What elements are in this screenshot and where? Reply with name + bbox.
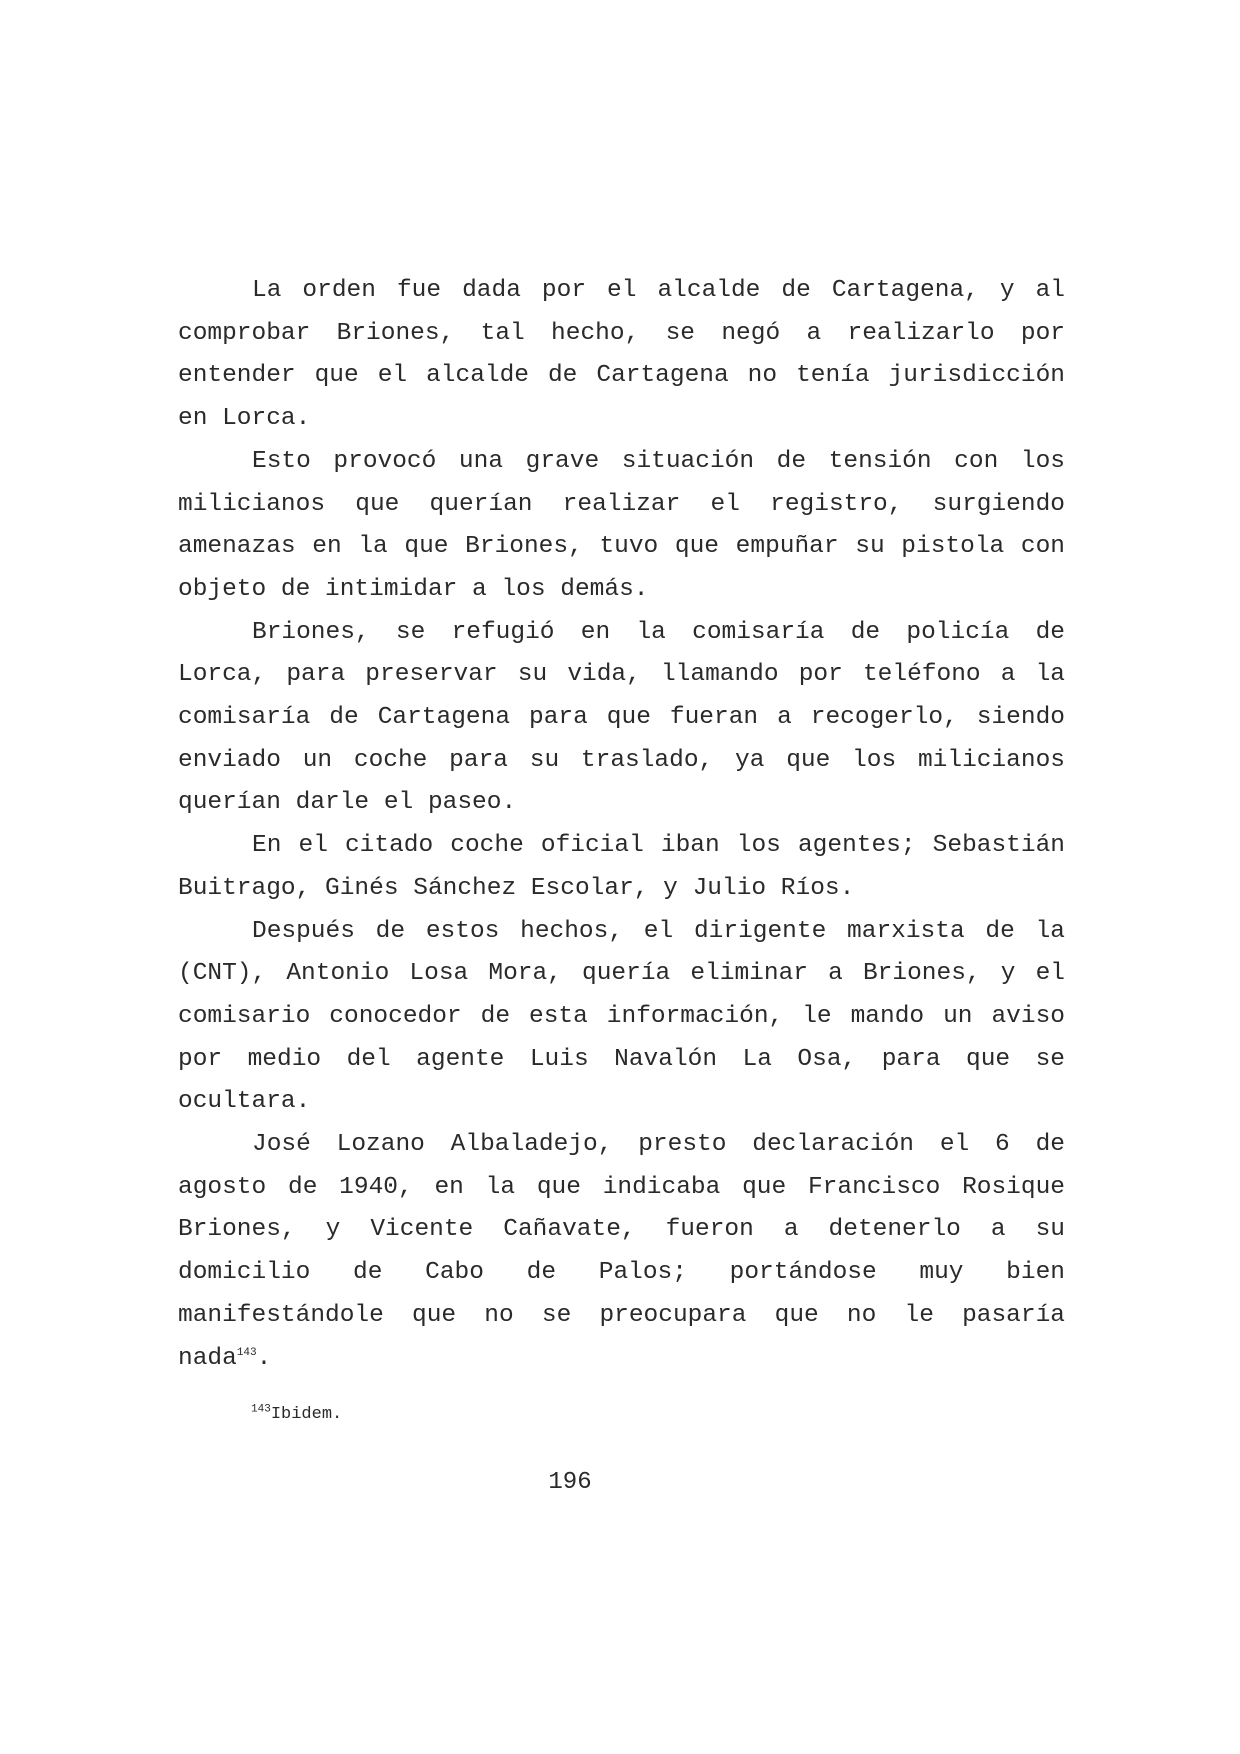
paragraph-4: En el citado coche oficial iban los agentes; Sebastián Buitrago, Ginés Sánchez Escolar, y Julio Ríos. xyxy=(178,832,1065,902)
footnote-number: 143 xyxy=(251,1403,271,1416)
paragraph-5: Después de estos hechos, el dirigente marxista de la (CNT), Antonio Losa Mora, quería eliminar a Briones, y el comisario conocedor de esta información, le mando un aviso por medio del agente Luis Navalón La Osa, para que se ocultara. xyxy=(178,917,1065,1116)
paragraph-3: Briones, se refugió en la comisaría de policía de Lorca, para preservar su vida, llamando por teléfono a la comisaría de Cartagena para que fueran a recogerlo, siendo enviado un coche para su traslado, ya que los milicianos querían darle el paseo. xyxy=(178,618,1065,817)
paragraph-1: La orden fue dada por el alcalde de Cartagena, y al comprobar Briones, tal hecho, se negó a realizarlo por entender que el alcalde de Cartagena no tenía jurisdicción en Lorca. xyxy=(178,277,1065,433)
page-number: 196 xyxy=(548,1469,592,1496)
paragraph-6-text: José Lozano Albaladejo, presto declaración el 6 de agosto de 1940, en la que indicaba que Francisco Rosique Briones, y Vicente Cañavate, fueron a detenerlo a su domicilio de Cabo de Palos; portándose muy bien manifestándole que no se preocupara que no le pasaría xyxy=(178,1131,1065,1329)
footnote xyxy=(251,1404,342,1426)
footnote-reference[interactable]: 143 xyxy=(236,1346,257,1359)
footnote-text: Ibidem. xyxy=(270,1405,343,1424)
paragraph-6-end: . xyxy=(256,1344,272,1372)
paragraph-6-tail: nada xyxy=(178,1344,237,1372)
body-text xyxy=(178,270,1065,1380)
paragraph-2: Esto provocó una grave situación de tensión con los milicianos que querían realizar el registro, surgiendo amenazas en la que Briones, tuvo que empuñar su pistola con objeto de intimidar a los demás. xyxy=(178,447,1065,603)
paragraph-6 xyxy=(178,1124,1065,1380)
